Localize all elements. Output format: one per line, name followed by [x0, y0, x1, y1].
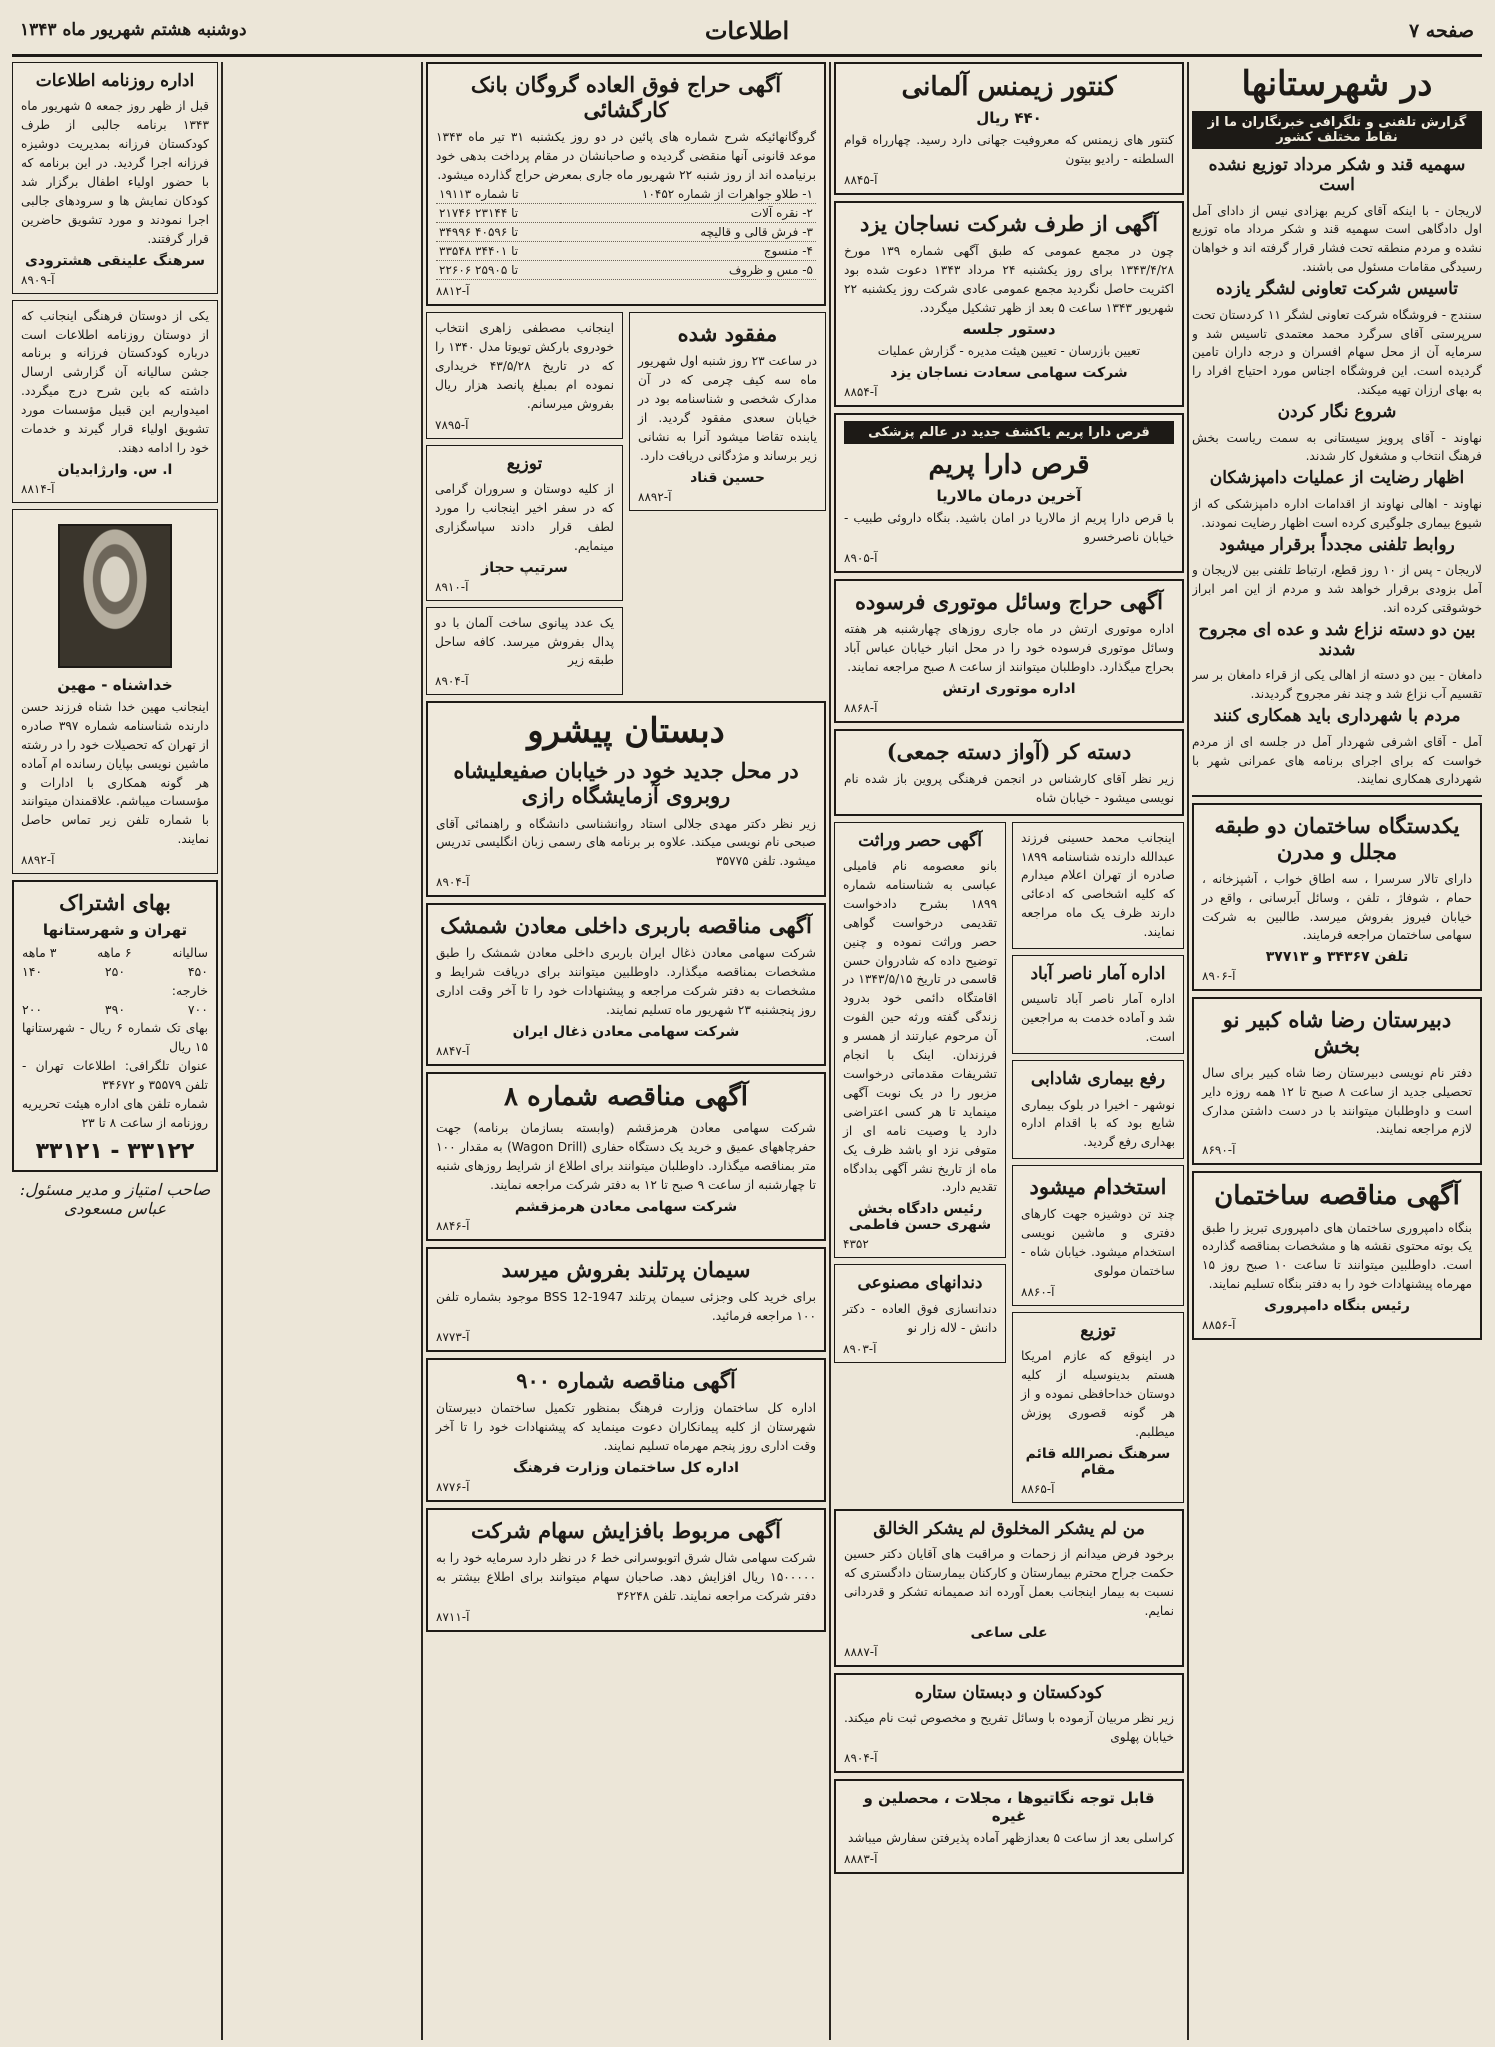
table-cell: ۴- منسوج	[560, 242, 816, 261]
ad-headline: اداره روزنامه اطلاعات	[35, 71, 195, 91]
ad-text: در اینوقع که عازم امریکا هستم بدینوسیله از کلیه دوستان خداحافظی نموده و از هر گونه قصوری پوزش میطلبم.	[1021, 1349, 1175, 1440]
ad-text: در ساعت ۲۳ روز شنبه اول شهریور ماه سه کیف چرمی که در آن مدارک شخصی و شناسنامه بود در خیابان سعدی مفقود گردید. از یابنده تقاضا میشود آنرا به نشانی زیر برساند و مژدگانی دریافت دارد.	[638, 354, 817, 463]
table-row	[436, 223, 816, 242]
table-cell: ۳۴۹۹۶ تا ۴۰۵۹۶	[436, 223, 560, 242]
page-number: صفحه ۷	[1408, 20, 1474, 42]
two-column-ads	[834, 822, 1184, 1509]
ad-daraprim-pill	[834, 413, 1184, 573]
ad-headline: آگهی حراج فوق العاده گروگان بانک کارگشائی	[470, 72, 782, 123]
table-cell: ۲۱۷۴۶ تا ۲۳۱۴۴	[436, 204, 560, 223]
news-item	[1192, 279, 1482, 400]
subscription-subtitle: تهران و شهرستانها	[42, 921, 188, 940]
price-header: ۳ ماهه	[22, 945, 57, 961]
ad-text: برخود فرض میدانم از زحمات و مراقبت های آقایان دکتر حسین حکمت جراح محترم بیمارستان و کارکنان بیمارستان دادگستری که نسبت به بیمار اینجانب بعمل آورده اند صمیمانه تشکر و قدردانی نمایم.	[844, 1547, 1174, 1619]
ad-text: اینجانب محمد حسینی فرزند عبدالله دارنده شناسنامه ۱۸۹۹ صادره از تهران اعلام میدارم که کلیه اشخاصی که ادعائی دارند ظرف یک ماه مراجعه نمایند.	[1021, 830, 1175, 940]
ad-code: آ-۸۹۰۹	[21, 272, 55, 287]
column-rule	[829, 62, 831, 2040]
ad-notice	[1012, 955, 1184, 1054]
ad-code: آ-۸۹۰۳	[843, 1341, 877, 1356]
news-text: لاریجان - پس از ۱۰ روز قطع، ارتباط تلفنی بین لاریجان و آمل بزودی برقرار خواهد شد و مردم از این امر ابراز خوشوقتی کرده اند.	[1192, 562, 1482, 615]
news-text: لاریجان - با اینکه آقای کریم بهزادی نیس از دادای آمل اول دادگاهی است سهمیه قند و شکر مرداد ماه توزیع نشده و مردم منطقه تحت فشار قرار گرفته اند و خواهان رسیدگی مقامات مسئول می باشند.	[1192, 203, 1482, 275]
ad-headline: سیمان پرتلند بفروش میرسد	[501, 1256, 751, 1282]
ad-code: آ-۸۹۰۴	[435, 674, 469, 689]
ad-subheading: دستور جلسه	[962, 319, 1056, 338]
ad-text: دارای تالار سرسرا ، سه اطاق خواب ، آشپزخانه ، حمام ، شوفاژ ، تلفن ، وسائل آبرسانی ، واقع در خیابان فیروز بفروش میرسد. طالبین به شرکت سهامی ساختمان مراجعه فرمایند.	[1202, 871, 1472, 943]
ad-code: آ-۸۸۴۷	[436, 1044, 470, 1059]
ad-text: اینجانب مهین خدا شناه فرزند حسن دارنده شناسنامه شماره ۳۹۷ صادره از تهران که تحصیلات خود را در رشته ماشین نویسی بپایان رسانده ام آماده هر گونه همکاری با ادارات و مؤسسات میباشم. علاقمندان میتوانند با شماره تلفن زیر تماس حاصل نمایند.	[21, 699, 209, 847]
ad-headline: یکدستگاه ساختمان دو طبقه مجلل و مدرن	[1214, 813, 1460, 864]
news-item	[1192, 620, 1482, 705]
table-cell: ۳۳۵۴۸ تا ۳۴۴۰۱	[436, 242, 560, 261]
divider	[1192, 795, 1482, 797]
ad-text: بانو معصومه نام فامیلی عباسی به شناسنامه شماره ۱۸۹۹ بشرح دادخواست تقدیمی درخواست گواهی حصر وراثت نموده و چنین توضیح داده که شادروان حسن قاسمی در تاریخ ۱۳۴۳/۵/۱۵ در اقامتگاه دائمی خود بدرود زندگی گفته ورثه حین الفوت آن مرحوم عبارتند از همسر و فرزندان. اینک با انجام تشریفات مقدماتی درخواست مزبور را در یک نوبت آگهی مینماید تا هر کسی اعتراضی دارد یا وصیت نامه ای از متوفی نزد او باشد ظرف یک ماه از تاریخ نشر آگهی بدادگاه تقدیم دارد.	[843, 859, 997, 1195]
subscription-box	[12, 880, 218, 1172]
ad-headline: توزیع	[1080, 1321, 1116, 1342]
news-text: آمل - آقای اشرفی شهردار آمل در جلسه ای از مردم خواست که برای اجرای برنامه های عمرانی شهر با شهرداری همکاری نمایند.	[1192, 734, 1482, 787]
ad-code: آ-۸۸۶۸	[844, 700, 878, 715]
ad-headline: کودکستان و دبستان ستاره	[914, 1683, 1104, 1704]
table-row	[436, 204, 816, 223]
ad-code: آ-۸۸۴۵	[844, 173, 878, 187]
ad-headline: دندانهای مصنوعی	[857, 1273, 983, 1294]
column-rule	[421, 62, 423, 2040]
ad-text: یکی از دوستان فرهنگی اینجانب که از دوستان روزنامه اطلاعات است درباره کودکستان فرزانه و برنامه جشن سالیانه آن گزارشی ارسال داشته که باین شرح درج میگردد. امیدواریم این قبیل مؤسسات مورد تشویق اولیاء قرار گیرند و خدمات خود را ادامه دهند.	[21, 308, 209, 455]
ad-siemens-meter	[834, 62, 1184, 195]
ad-text: چون در مجمع عمومی که طبق آگهی شماره ۱۳۹ مورخ ۱۳۴۳/۴/۲۸ برای روز یکشنبه ۲۴ مرداد ۱۳۴۳ دعوت شده بود اکثریت حاصل نگردید مجمع عمومی عادی شرکت روز یکشنبه ۲۲ شهریور ۱۳۴۳ ساعت ۵ بعد از ظهر تشکیل میگردد.	[844, 244, 1174, 315]
ad-yazd-textile	[834, 201, 1184, 407]
ad-signature: سرتیپ حجاز	[481, 559, 568, 576]
news-headline: روابط تلفنی مجدداً برقرار میشود	[1219, 534, 1455, 555]
ad-headline: آگهی مربوط بافزایش سهام شرکت	[470, 1517, 781, 1543]
ad-phone: تلفن ۳۴۳۶۷ و ۳۷۷۱۳	[1265, 949, 1409, 966]
ad-headline: من لم یشکر المخلوق لم یشکر الخالق	[873, 1519, 1145, 1540]
ad-code: آ-۸۷۷۳	[436, 1329, 470, 1344]
section-title: در شهرستانها	[1241, 64, 1433, 104]
ad-banner: قرص دارا پریم یاکشف جدید در عالم پزشکی	[844, 421, 1174, 444]
newspaper-page	[12, 10, 1482, 2040]
masthead	[12, 10, 1482, 57]
ad-text: از کلیه دوستان و سروران گرامی که در سفر اخیر اینجانب را مورد لطف قرار دادند سپاسگزاری مینمایم.	[435, 482, 614, 553]
news-text: نهاوند - اهالی نهاوند از اقدامات اداره دامپزشکی که از شیوع بیماری جلوگیری کرده است اظهار رضایت نمودند.	[1192, 496, 1482, 530]
ad-text: تعیین بازرسان - تعیین هیئت مدیره - گزارش عملیات	[877, 343, 1141, 358]
ad-notice	[1012, 1060, 1184, 1159]
ad-portrait-notice	[12, 509, 218, 874]
ad-text: اینجانب مصطفی زاهری انتخاب خودروی بارکش تویوتا مدل ۱۳۴۰ را که در تاریخ ۴۳/۵/۲۸ خریداری نموده ام بمبلغ پانصد هزار ریال بفروش میرسانم.	[435, 321, 614, 411]
ad-code: آ-۸۸۶۵	[1021, 1482, 1055, 1497]
ad-headline: استخدام میشود	[1029, 1174, 1167, 1200]
ad-vehicle-auction	[834, 579, 1184, 723]
ad-signature: اداره کل ساختمان وزارت فرهنگ	[513, 1459, 739, 1476]
ad-farewell	[1012, 1312, 1184, 1503]
price-note-text: بهای تک شماره ۶ ریال - شهرستانها ۱۵ ریال	[22, 1021, 208, 1055]
ad-headline: آگهی از طرف شرکت نساجان یزد	[860, 211, 1158, 236]
ad-signature: شرکت سهامی سعادت نساجان یزد	[890, 364, 1128, 381]
ad-code: ۴۳۵۲	[843, 1237, 869, 1252]
price-row	[22, 962, 208, 981]
ad-code: آ-۸۹۰۵	[844, 550, 878, 565]
ad-piano	[426, 607, 623, 696]
column-rule	[1187, 62, 1189, 2040]
ad-tender-900	[426, 1358, 826, 1502]
ad-code: آ-۸۸۱۴	[21, 481, 55, 496]
ad-headline: قرص دارا پریم	[928, 449, 1090, 480]
ad-signature: شرکت سهامی معادن هرمزقشم	[514, 1198, 738, 1215]
column-left	[12, 62, 218, 2040]
ad-notice	[1012, 822, 1184, 949]
table-cell: ۲- نقره آلات	[560, 204, 816, 223]
price-cell: ۱۴۰	[22, 964, 43, 980]
ad-text: یک عدد پیانوی ساخت آلمان با دو پدال بفروش میرسد. کافه ساحل طبقه زیر	[435, 615, 614, 668]
ad-text: زیر نظر دکتر مهدی جلالی استاد روانشناسی دانشگاه و راهنمائی آقای صبحی نام نویسی میکند. علاوه بر برنامه های رسمی زبان انگلیسی تدریس میشود. تلفن ۳۵۷۷۵	[436, 816, 816, 869]
ad-headline: آگهی مناقصه شماره ۹۰۰	[516, 1367, 736, 1393]
ad-school-registration	[1192, 997, 1482, 1165]
ad-text: زیر نظر آقای کارشناس در انجمن فرهنگی پروین باز شده نام نویسی میشود - خیابان شاه	[844, 771, 1174, 805]
ad-cement	[426, 1247, 826, 1352]
news-headline: بین دو دسته نزاع شد و عده ای مجروح شدند	[1198, 619, 1476, 661]
news-headline: سهمیه قند و شکر مرداد توزیع نشده است	[1208, 154, 1466, 196]
ad-signature: سرهنگ نصرالله قائم مقام	[1025, 1446, 1171, 1479]
ad-headline: آگهی مناقصه شماره ۸	[504, 1082, 748, 1113]
section-banner: گزارش تلفنی و تلگرافی خبرنگاران ما از نقاط مختلف کشور	[1192, 111, 1482, 149]
ad-headline: آگهی حراج وسائل موتوری فرسوده	[855, 588, 1163, 614]
ad-headline: کنتور زیمنس آلمانی	[901, 72, 1117, 102]
ad-signature: رئیس بنگاه دامپروری	[1264, 1298, 1410, 1315]
ad-notice-magazines	[834, 1779, 1184, 1874]
table-cell: ۳- فرش قالی و قالیچه	[560, 223, 816, 242]
ad-text: شرکت سهامی معادن ذغال ایران باربری داخلی معادن شمشک را طبق مشخصات بمناقصه میگذارد. داوطلبین میتوانند برای دریافت شرایط و مشخصات به دفتر شرکت مراجعه و پیشنهادات خود را تا آخر وقت اداری روز پنجشنبه ۲۳ شهریور ماه تسلیم نمایند.	[436, 946, 816, 1018]
news-item	[1192, 535, 1482, 618]
ad-text: چند تن دوشیزه جهت کارهای دفتری و ماشین نویسی استخدام میشود. خیابان شاه - ساختمان مولوی	[1021, 1207, 1175, 1279]
ads-sub-left	[426, 312, 623, 701]
ad-text: نوشهر - اخیرا در بلوک بیماری شایع بود که با اقدام اداره بهداری رفع گردید.	[1021, 1097, 1175, 1150]
column-ads-3	[426, 62, 826, 2040]
ad-code: آ-۸۹۰۴	[436, 875, 470, 890]
ad-signature: شرکت سهامی معادن ذغال ایران	[512, 1024, 740, 1041]
ad-code: آ-۸۸۴۶	[436, 1218, 470, 1233]
price-row	[22, 1000, 208, 1019]
ad-subheading: آخرین درمان مالاریا	[936, 486, 1082, 505]
ad-code: آ-۷۸۹۵	[435, 417, 469, 432]
ad-signature: اداره موتوری ارتش	[942, 680, 1076, 697]
ad-code: آ-۸۹۰۴	[844, 1751, 878, 1766]
ad-text: شرکت سهامی شال شرق اتوبوسرانی خط ۶ در نظر دارد سرمایه خود را به ۱۵۰۰۰۰۰ ریال افزایش دهد. صاحبان سهام میتوانند برای اطلاع بیشتر به دفتر شرکت مراجعه نمایند. تلفن ۳۶۲۴۸	[436, 1550, 817, 1603]
ad-shemshak-tender	[426, 903, 826, 1066]
ad-choir	[834, 729, 1184, 816]
ad-text: قبل از ظهر روز جمعه ۵ شهریور ماه ۱۳۴۳ برنامه جالبی از طرف کودکستان فرزانه بمدیریت دوشیزه فرزانه اجرا گردید. در این برنامه که با حضور اولیاء اطفال برگزار شد کودکان نمایش ها و سرودهای جالبی اجرا نمودند و مورد تشویق حاضرین قرار گرفتند.	[21, 99, 209, 246]
ad-code: آ-۸۹۰۶	[1202, 969, 1236, 984]
ad-code: آ-۸۸۹۲	[638, 489, 672, 504]
ad-code: آ-۸۸۵۶	[1202, 1318, 1236, 1333]
subscription-title: بهای اشتراک	[59, 890, 171, 916]
ads-sub-left	[834, 822, 1006, 1509]
news-headline: اظهار رضایت از عملیات دامپزشکان	[1209, 468, 1465, 489]
table-cell: ۵- مس و ظروف	[560, 261, 816, 280]
ads-sub-right	[629, 312, 826, 701]
ad-kindergarten	[834, 1673, 1184, 1773]
column-rule	[221, 62, 223, 2040]
ad-headline: قابل توجه نگاتیوها ، مجلات ، محصلین و غیره	[863, 1789, 1155, 1826]
price-note	[22, 981, 208, 1000]
ad-price: ۴۴۰ ریال	[976, 109, 1042, 128]
ad-code: آ-۸۸۸۳	[844, 1852, 878, 1867]
ad-signature: ا. س. وارژابدیان	[57, 461, 173, 478]
news-text: سنندج - فروشگاه شرکت تعاونی لشگر ۱۱ کردستان تحت سرپرستی آقای سرگرد محمد معتمدی تاسیس شد و سرمایه آن از محل سهام افسران و درجه داران تامین گردیده است. این فروشگاه اجناس مورد احتیاج افراد را به بهای ارزان تهیه میکند.	[1192, 307, 1482, 398]
ad-kindergarten-report	[12, 62, 218, 294]
ad-text: کنتور های زیمنس که معروفیت جهانی دارد رسید. چهارراه قوام السلطنه - رادیو بیتون	[844, 133, 1174, 167]
news-headline: مردم با شهرداری باید همکاری کنند	[1213, 706, 1461, 727]
ad-headline: آگهی حصر وراثت	[858, 830, 982, 851]
table-row	[436, 261, 816, 280]
ad-headline: دبیرستان رضا شاه کبیر نو بخش	[1222, 1007, 1452, 1058]
ad-capital-increase	[426, 1508, 826, 1632]
ad-text: بنگاه دامپروری ساختمان های دامپروری تبریز را طبق یک بوته محتوی نقشه ها و مشخصات بمناقصه گذارده است. داوطلبین میتوانند تا ساعت ۱۰ صبح روز ۱۵ مهرماه پیشنهادات خود را به دفتر بنگاه تسلیم نمایند.	[1202, 1220, 1472, 1292]
news-item	[1192, 706, 1482, 789]
ad-text: گروگانهائیکه شرح شماره های پائین در دو روز یکشنبه ۳۱ تیر ماه ۱۳۴۳ موعد قانونی آنها منقضی گردیده و صاحبانشان در مقام پرداخت بدهی خود برنیامده اند از روز شنبه ۲۲ شهریور ماه جاری بمعرض حراج گذارده میشود.	[436, 130, 817, 183]
ad-pishro-school	[426, 701, 826, 897]
ad-signature: رئیس دادگاه بخش شهری حسن فاطمی	[848, 1201, 992, 1234]
ad-building-sale	[1192, 803, 1482, 991]
price-cell: ۲۰۰	[22, 1002, 43, 1018]
ad-headline: آگهی مناقصه باربری داخلی معادن شمشک	[440, 913, 812, 939]
news-text: دامغان - بین دو دسته از اهالی یکی از قراء دامغان بر سر تقسیم آب نزاع شد و چند نفر مجروح گردیدند.	[1192, 668, 1482, 702]
office-phones: ۳۳۱۲۱ - ۳۳۱۲۲	[35, 1138, 195, 1164]
ad-text: اداره آمار ناصر آباد تاسیس شد و آماده خدمت به مراجعین است.	[1021, 992, 1175, 1045]
ad-pawnshop-auction	[426, 62, 826, 306]
ad-text: دفتر نام نویسی دبیرستان رضا شاه کبیر برای سال تحصیلی جدید از ساعت ۸ صبح تا ۱۲ همه روزه دایر است و داوطلبان میتوانند با در دست داشتن مدارک لازم مراجعه نمایند.	[1202, 1065, 1472, 1137]
ad-code: آ-۸۸۵۴	[844, 384, 878, 399]
news-item	[1192, 468, 1482, 532]
news-headline: تاسیس شرکت تعاونی لشگر یازده	[1216, 279, 1458, 300]
ad-code: آ-۸۷۷۶	[436, 1479, 470, 1494]
price-label: خارجه:	[171, 983, 208, 999]
ad-text: اداره موتوری ارتش در ماه جاری روزهای چهارشنبه هر هفته وسائل موتوری فرسوده خود را در محل انبار خیابان عباس آباد بحراج میگذارد. داوطلبان میتوانند از ساعت ۸ صبح مراجعه نمایند.	[844, 621, 1174, 674]
price-cell: ۳۹۰	[104, 1002, 126, 1018]
publisher-signature: صاحب امتیاز و مدیر مسئول: عباس مسعودی	[19, 1179, 211, 1218]
news-headline: شروع نگار کردن	[1277, 402, 1397, 423]
table-row	[436, 185, 816, 204]
ad-inheritance	[834, 822, 1006, 1259]
auction-table	[436, 185, 816, 280]
column-narrow	[226, 62, 418, 2040]
ad-headline: مفقود شده	[677, 321, 778, 347]
ad-car-sale	[426, 312, 623, 439]
ad-headline: توزیع	[506, 453, 543, 474]
table-cell: ۲۲۶۰۶ تا ۲۵۹۰۵	[436, 261, 560, 280]
price-cell: ۷۰۰	[187, 1002, 208, 1018]
ad-lost	[629, 312, 826, 511]
ad-code: آ-۸۶۹۰	[1202, 1143, 1236, 1158]
table-cell: ۱- طلاو جواهرات از شماره ۱۰۴۵۲	[560, 185, 816, 204]
ad-headline: اداره آمار ناصر آباد	[1030, 964, 1166, 985]
news-item	[1192, 402, 1482, 466]
ad-letter	[12, 300, 218, 503]
newspaper-name: اطلاعات	[704, 16, 790, 45]
ad-distribution	[426, 445, 623, 601]
table-row	[436, 242, 816, 261]
column-ads-2	[834, 62, 1184, 2040]
price-header-row	[22, 943, 208, 962]
ad-headline: رفع بیماری شادابی	[1030, 1069, 1166, 1090]
ad-headline: دسته کر (آواز دسته جمعی)	[886, 738, 1132, 764]
ad-construction-tender	[1192, 1171, 1482, 1340]
ad-text: با قرص دارا پریم از مالاریا در امان باشید. بنگاه داروئی طبیب - خیابان ناصرخسرو	[844, 510, 1174, 544]
ad-text: دندانسازی فوق العاده - دکتر دانش - لاله زار نو	[843, 1301, 997, 1335]
ad-text: زیر نظر مربیان آزموده با وسائل تفریح و مخصوص ثبت نام میکند. خیابان پهلوی	[844, 1711, 1174, 1745]
ad-employment	[1012, 1165, 1184, 1306]
price-cell: ۲۵۰	[104, 964, 126, 980]
price-header: سالیانه	[172, 945, 208, 961]
ad-signature: علی ساعی	[970, 1625, 1048, 1642]
ad-text: کراسلی بعد از ساعت ۵ بعدازظهر آماده پذیرفتن سفارش میباشد	[847, 1831, 1174, 1846]
address-text: عنوان تلگرافی: اطلاعات تهران - تلفن ۳۵۵۷۹ و ۳۴۶۷۲	[22, 1059, 208, 1093]
ad-subheading: در محل جدید خود در خیابان صفیعلیشاه روبروی آزمایشگاه رازی	[453, 758, 799, 809]
ad-code: آ-۸۸۸۷	[844, 1645, 878, 1660]
news-text: نهاوند - آقای پرویز سیستانی به سمت ریاست بخش فرهنگ انتخاب و مشغول کار شدند.	[1192, 430, 1482, 464]
ad-text: اداره کل ساختمان وزارت فرهنگ بمنظور تکمیل ساختمان دبیرستان شهرستان از کلیه پیمانکاران دعوت مینماید که پیشنهادات خود را تا آخر وقت اداری روز پنجم مهرماه تسلیم نمایند.	[436, 1401, 816, 1453]
ads-sub-right	[1012, 822, 1184, 1509]
ad-code: آ-۸۸۶۰	[1021, 1285, 1055, 1300]
two-column-ads	[426, 312, 826, 701]
office-hours-text: شماره تلفن های اداره هیئت تحریریه روزنامه از ساعت ۸ تا ۲۳	[22, 1096, 208, 1130]
ad-code: آ-۸۸۹۲	[21, 853, 55, 868]
ad-tender-8	[426, 1072, 826, 1241]
ad-text: شرکت سهامی معادن هرمزقشم (وابسته بسازمان برنامه) جهت حفرچاههای عمیق و خرید یک دستگاه حفاری (Wagon Drill) به مقدار ۱۰۰ متر بمناقصه میگذارد. داوطلبان میتوانند برای اطلاع از شرایط روزهای شنبه تا چهارشنبه از ساعت ۹ صبح تا ۱۲ به دفتر شرکت مراجعه نمایند.	[436, 1121, 816, 1192]
price-header: ۶ ماهه	[97, 945, 132, 961]
portrait-photo	[58, 524, 172, 668]
table-cell: تا شماره ۱۹۱۱۳	[436, 185, 560, 204]
ad-text: برای خرید کلی وجزئی سیمان پرتلند BSS 12-1947 موجود بشماره تلفن ۱۰۰ مراجعه فرمائید.	[436, 1290, 816, 1323]
price-cell: ۴۵۰	[187, 964, 208, 980]
ad-thanks-doctor	[834, 1509, 1184, 1667]
ad-code: آ-۸۷۱۱	[436, 1609, 470, 1624]
ad-code: آ-۸۹۱۰	[435, 579, 469, 594]
ad-headline: دبستان پیشرو	[527, 711, 725, 752]
issue-date: دوشنبه هشتم شهریور ماه ۱۳۴۳	[20, 20, 247, 40]
column-provinces	[1192, 62, 1482, 2040]
ad-code: آ-۸۸۱۲	[436, 284, 470, 299]
photo-caption: خداشناه - مهین	[57, 675, 173, 694]
news-item	[1192, 155, 1482, 277]
ad-dentures	[834, 1264, 1006, 1362]
ad-signature: حسین قناد	[690, 469, 765, 486]
ad-signature: سرهنگ علینقی هشترودی	[24, 252, 206, 269]
ad-headline: آگهی مناقصه ساختمان	[1214, 1181, 1460, 1212]
